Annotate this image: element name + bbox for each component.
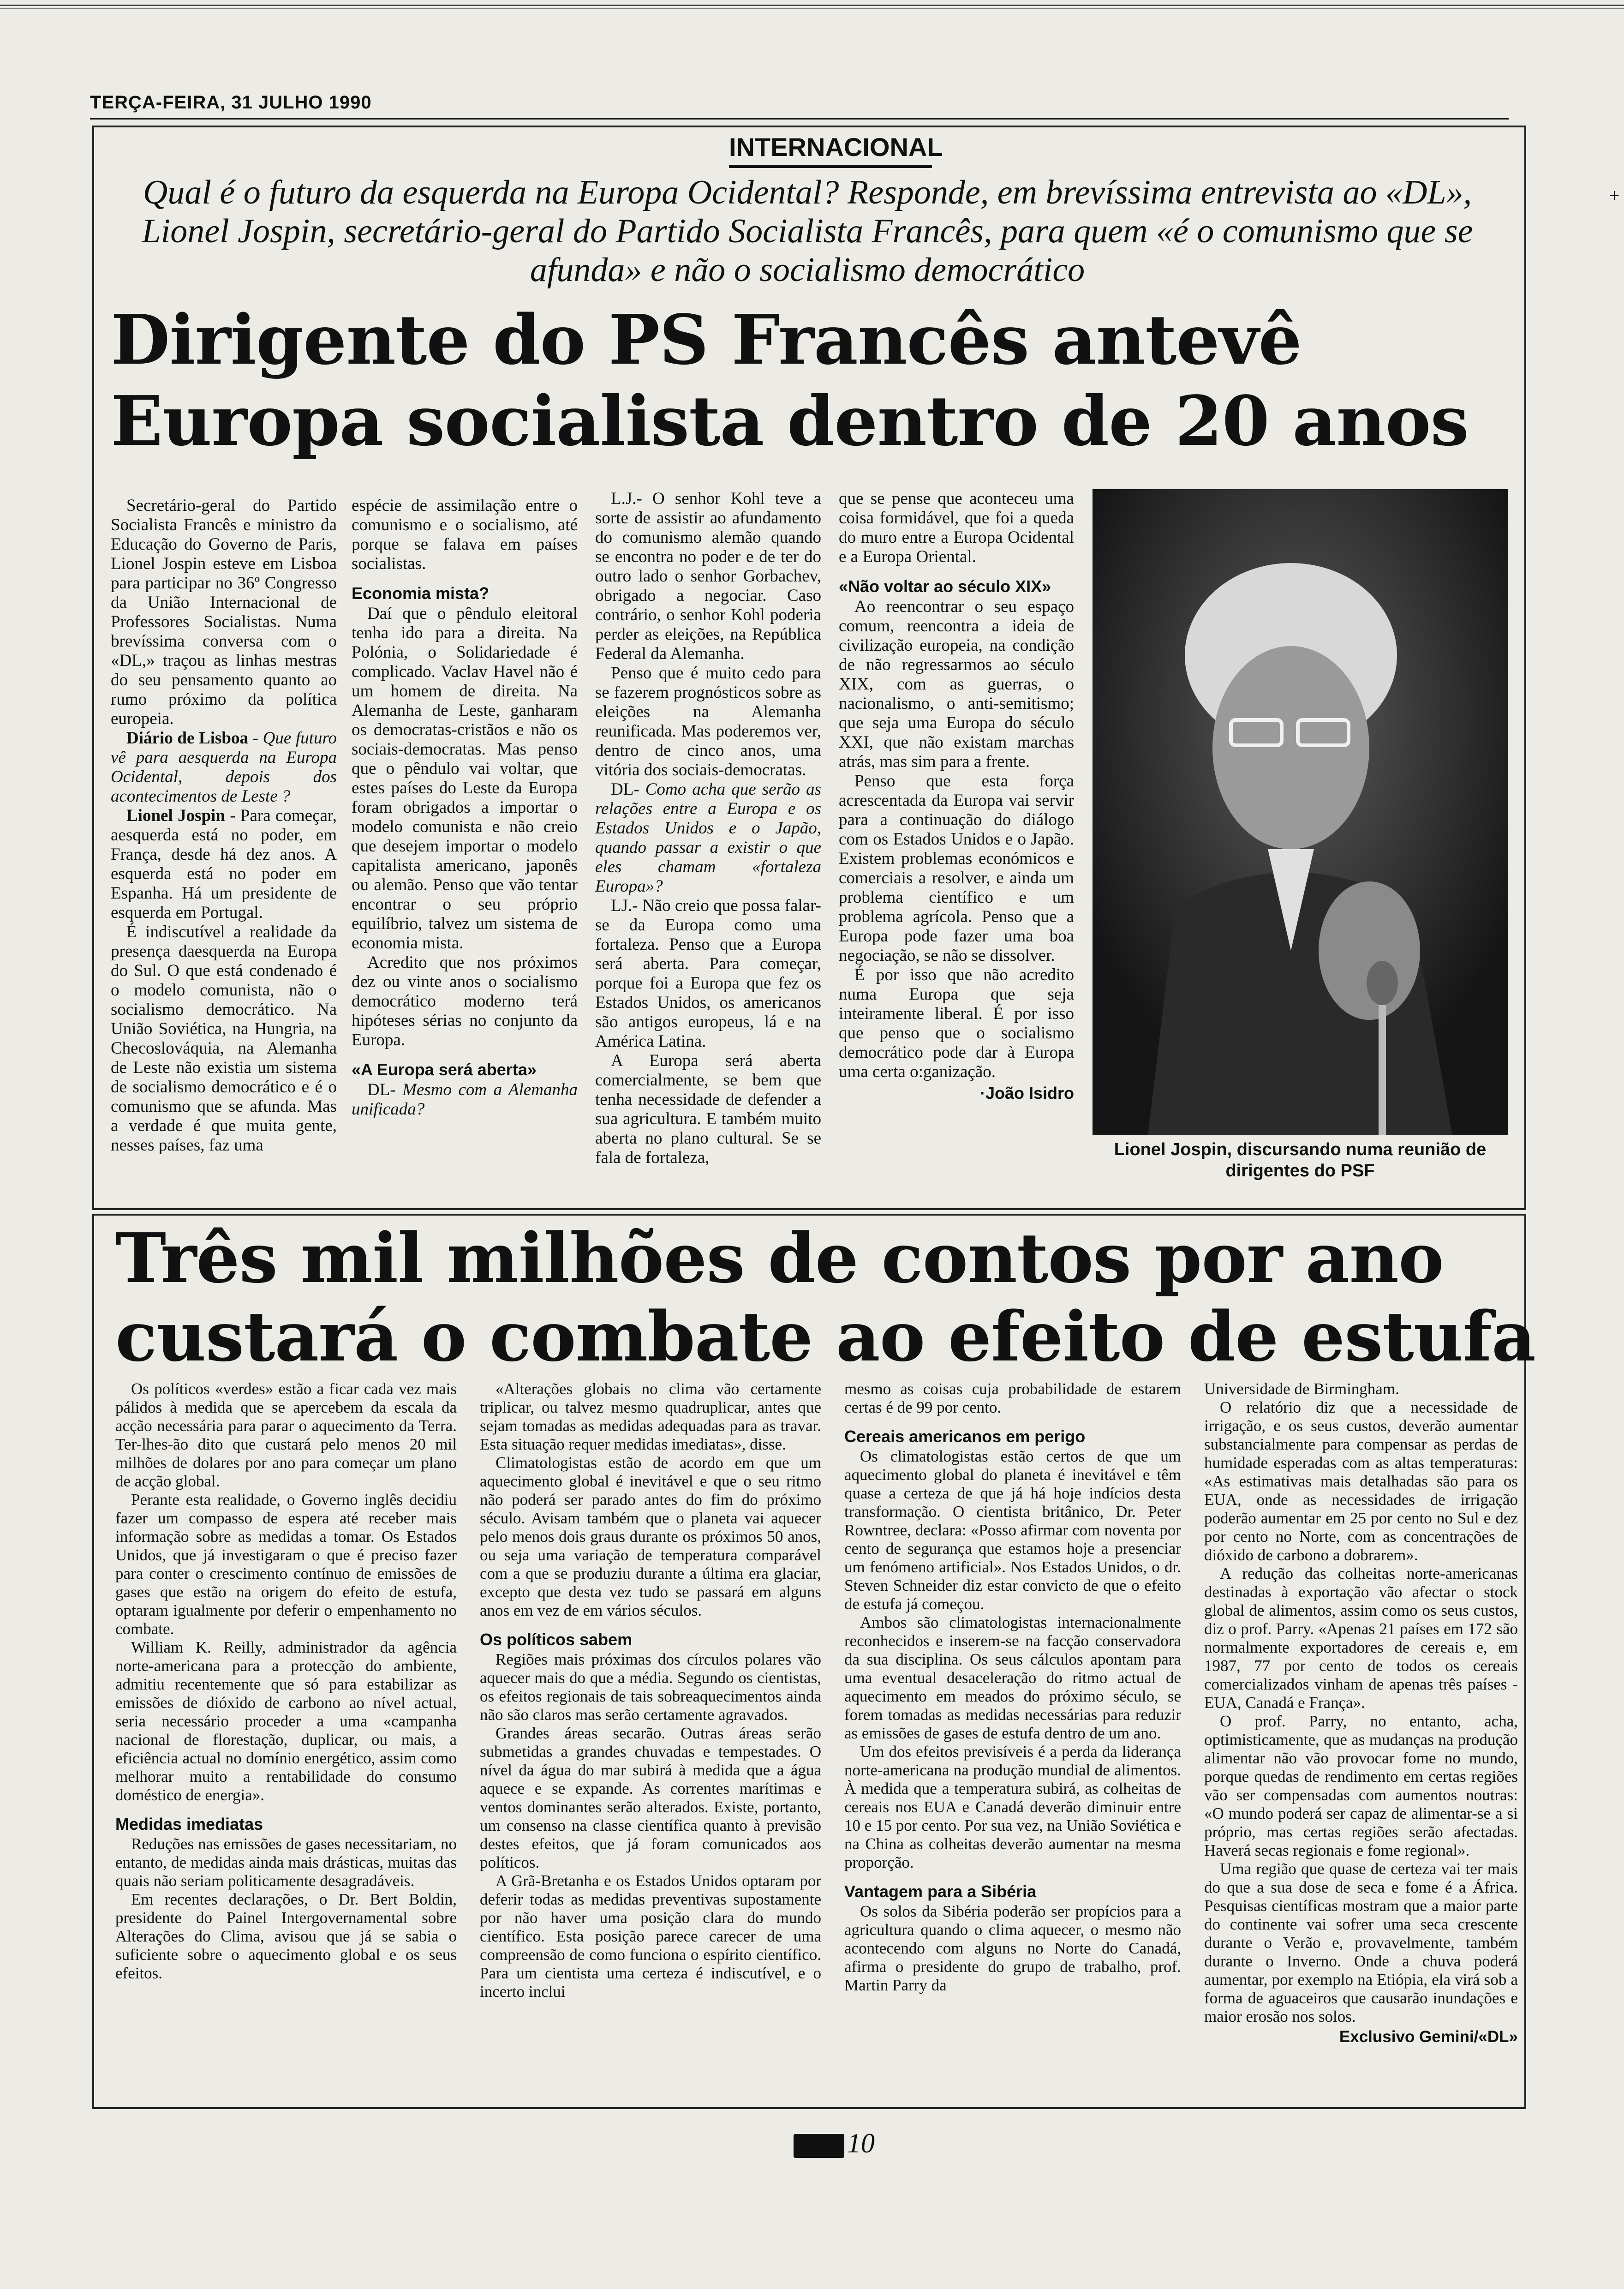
question-text: Que futuro vê para aesquerda na Europa Ocidental, depois dos acontecimentos de Leste ? <box>111 729 337 806</box>
answer-text: - Para começar, aesquerda está no poder, em França, desde há dez anos. A esquerda está no poder em Espanha. Há um presidente de esquerda em Portugal. <box>111 806 337 922</box>
subheading: Cereais americanos em perigo <box>844 1427 1086 1446</box>
paragraph: A redução das colheitas norte-americanas destinadas à exportação vão afectar o stock global de alimentos, assim como os seus custos, diz o prof. Parry. «Apenas 21 países em 172 são normalmente exportadores de cereais e, em 1987, 77 por cento de todos os cereais comercializados vinham de apenas três países - EUA, Canadá e França». <box>1204 1564 1518 1712</box>
paragraph: L.J.- O senhor Kohl teve a sorte de assistir ao afundamento do comunismo alemão quando se encontra no poder e de ter do outro lado o senhor Gorbachev, obrigado a negociar. Caso contrário, o senhor Kohl poderia perder as eleições, na República Federal da Alemanha. <box>595 489 821 663</box>
dl-logo-icon <box>794 2134 844 2158</box>
paragraph: Regiões mais próximas dos círculos polares vão aquecer mais do que a média. Segundo os cientistas, os efeitos regionais de tais sobreaquecimentos ainda não são claros mas serão certamente agravados. <box>480 1650 821 1724</box>
paragraph: A Europa será aberta comercialmente, se bem que tenha necessidade de defender a sua agricultura. E também muito aberta no plano cultural. Se se fala de fortaleza, <box>595 1051 821 1167</box>
paragraph: Penso que esta força acrescentada da Europa vai servir para a continuação do diálogo com os Estados Unidos e o Japão. Existem problemas económicos e comerciais a resolver, e ainda um problema científico e um problema agrícola. Penso que a Europa pode fazer uma boa negociação, se não se dissolver. <box>839 772 1074 965</box>
subheading: Os políticos sabem <box>480 1630 633 1649</box>
question-speaker: Diário de Lisboa - <box>126 729 263 748</box>
paragraph: Grandes áreas secarão. Outras áreas serão submetidas a grandes chuvadas e tempestades. O nível da água do mar subirá à medida que a água aquece e se expande. As correntes marítimas e ventos dominantes serão alterados. Existe, portanto, um consenso na classe científica quanto à previsão destes efeitos, que já foram comunicados aos políticos. <box>480 1724 821 1871</box>
paragraph: O prof. Parry, no entanto, acha, optimisticamente, que as mudanças na produção alimentar não vão provocar fome no mundo, porque quedas de rendimento em certas regiões vão ser compensadas com aumentos noutras: «O mundo poderá ser capaz de alimentar-se a si próprio, mas certas regiões serão afectadas. Haverá secas regionais e fome regional». <box>1204 1712 1518 1859</box>
paragraph: William K. Reilly, administrador da agência norte-americana para a protecção do ambiente, admitiu recentemente que só para estabilizar as emissões de dióxido de carbono ao nível actual, seria necessário proceder a uma «campanha nacional de florestação, duplicar, ou mais, a eficiência actual no domínio energético, assim como melhorar muito a rentabilidade do consumo doméstico de energia». <box>115 1638 457 1804</box>
subheading: Vantagem para a Sibéria <box>844 1882 1037 1901</box>
subheading: Medidas imediatas <box>115 1815 263 1834</box>
question <box>111 729 337 806</box>
page-number: 10 <box>847 2128 875 2158</box>
byline: ·João Isidro <box>979 1084 1074 1103</box>
article1-lede: Qual é o futuro da esquerda na Europa Ocidental? Responde, em brevíssima entrevista ao «DL», Lionel Jospin, secretário-geral do Partido Socialista Francês, para quem «é o comunismo que se afunda» e não o socialismo democrático <box>142 174 1473 289</box>
subheading: «Não voltar ao século XIX» <box>839 577 1051 596</box>
paragraph: Penso que é muito cedo para se fazerem prognósticos sobre as eleições na Alemanha reunificada. Mas poderemos ver, dentro de cinco anos, uma vitória dos sociais-democratas. <box>595 664 821 779</box>
article1-column-4 <box>839 489 1074 1103</box>
portrait-illustration <box>1093 489 1508 1135</box>
paragraph: Perante esta realidade, o Governo inglês decidiu fazer um compasso de espera até receber mais informação sobre as medidas a tomar. Os Estados Unidos, que já investigaram o que é preciso fazer para conter o crescimento contínuo de emissões de gases que estão na origem do efeito de estufa, optaram igualmente por deferir o empenhamento no combate. <box>115 1491 457 1638</box>
article2-column-4 <box>1204 1380 1518 2046</box>
top-border-rule <box>0 5 1624 9</box>
paragraph: Daí que o pêndulo eleitoral tenha ido para a direita. Na Polónia, o Solidariedade é complicado. Vaclav Havel não é um homem de direita. Na Alemanha de Leste, ganharam os democratas-cristãos e não os sociais-democratas. Mas penso que o pêndulo vai voltar, que estes países do Leste da Europa foram obrigados a importar o modelo comunista e não creio que desejem importar o modelo capitalista americano, japonês ou alemão. Penso que vão tentar encontrar o seu próprio equilíbrio, talvez um sistema de economia mista. <box>352 604 578 953</box>
paragraph: O relatório diz que a necessidade de irrigação, e os seus custos, deverão aumentar substancialmente para compensar as perdas de humidade esperadas com as altas temperaturas: «As estimativas mais detalhadas são para os EUA, onde as necessidades de irrigação poderão aumentar em 25 por cento no Sul e dez por cento no Norte, com as concentrações de dióxido de carbono a dobrarem». <box>1204 1398 1518 1564</box>
paragraph: Universidade de Birmingham. <box>1204 1380 1399 1398</box>
article2-column-3 <box>844 1380 1181 1995</box>
article1-column-3 <box>595 489 821 1168</box>
article1-headline-line1: Dirigente do PS Francês antevê <box>111 300 1302 380</box>
article1-column-2 <box>352 496 578 1119</box>
photo-lionel-jospin <box>1093 489 1508 1135</box>
answer-speaker: Lionel Jospin <box>126 806 225 825</box>
paragraph: Uma região que quase de certeza vai ter mais do que a sua dose de seca e fome é a África. Pesquisas científicas mostram que a maior parte do continente vai sofrer uma seca crescente durante o Verão e, provavelmente, também durante o Inverno. Onde a chuva poderá aumentar, por exemplo na Etiópia, ela virá sob a forma de aguaceiros que causarão inundações e maior erosão nos solos. <box>1204 1860 1518 2025</box>
paragraph: Os políticos «verdes» estão a ficar cada vez mais pálidos à medida que se apercebem da escala da acção necessária para parar o aquecimento da Terra. Ter-lhes-ão dito que custará pelo menos 20 mil milhões de dolares por ano para começar um plano de acção global. <box>115 1380 457 1490</box>
margin-mark: + <box>1609 185 1620 206</box>
page-folio <box>794 2127 875 2159</box>
paragraph: Climatologistas estão de acordo em que um aquecimento global é inevitável e que o seu ritmo não poderá ser parado antes do fim do próximo século. Avisam também que o planeta vai aquecer pelo menos dois graus durante os próximos 50 anos, ou seja uma variação de temperatura comparável com a que se produziu durante a última era glaciar, excepto que desta vez tudo se passará em alguns anos em vez de em vários séculos. <box>480 1454 821 1619</box>
signature: Exclusivo Gemini/«DL» <box>1339 2028 1518 2046</box>
paragraph: Os solos da Sibéria poderão ser propícios para a agricultura quando o clima aquecer, o mesmo não acontecendo com alguns no Norte do Canadá, afirma o presidente do grupo de trabalho, prof. Martin Parry da <box>844 1902 1181 1994</box>
paragraph: espécie de assimilação entre o comunismo e o socialismo, até porque se falava em países socialistas. <box>352 496 578 573</box>
paragraph: Ao reencontrar o seu espaço comum, reencontra a ideia de civilização europeia, na condição de não regressarmos ao século XIX, com as guerras, o nacionalismo, o anti-semitismo; que seja uma Europa do século XXI, que não existam marchas atrás, mas sim para a frente. <box>839 597 1074 771</box>
paragraph: Ambos são climatologistas internacionalmente reconhecidos e inserem-se na facção conservadora da sua disciplina. Os seus cálculos apontam para uma eventual desaceleração do ritmo actual de aquecimento em meados do próximo século, se forem tomadas as medidas necessárias para reduzir as emissões de gases de estufa dentro de um ano. <box>844 1613 1181 1742</box>
question-text: Mesmo com a Alemanha unificada? <box>352 1080 578 1119</box>
paragraph: Os climatologistas estão certos de que um aquecimento global do planeta é inevitável e têm quase a certeza de que já há hoje indícios desta transformação. O cientista britânico, Dr. Peter Rowntree, declara: «Posso afirmar com noventa por cento de segurança que estamos hoje a presenciar um fenómeno artificial». Nos Estados Unidos, o dr. Steven Schneider diz estar convicto de que o efeito de estufa já começou. <box>844 1447 1181 1613</box>
paragraph: A Grã-Bretanha e os Estados Unidos optaram por deferir todas as medidas preventivas supostamente por não haver uma posição clara do mundo científico. Esta posição parece carecer de uma compreensão de como funciona o espírito científico. Para um cientista uma certeza é indiscutível, e o incerto inclui <box>480 1872 821 2001</box>
question-speaker: DL- <box>611 780 645 799</box>
section-label: INTERNACIONAL <box>729 132 932 168</box>
article1-headline-line2: Europa socialista dentro de 20 anos <box>111 381 1469 461</box>
paragraph: Reduções nas emissões de gases necessitariam, no entanto, de medidas ainda mais drásticas, muitas das quais não seriam politicamente desagradáveis. <box>115 1835 457 1890</box>
dateline: TERÇA-FEIRA, 31 JULHO 1990 <box>90 92 372 113</box>
paragraph: Acredito que nos próximos dez ou vinte anos o socialismo democrático moderno terá hipóteses sérias no conjunto da Europa. <box>352 953 578 1049</box>
subheading: «A Europa será aberta» <box>352 1060 537 1079</box>
article2-headline-line1: Três mil milhões de contos por ano <box>115 1218 1444 1298</box>
dateline-rule <box>90 118 1509 120</box>
article2-column-1 <box>115 1380 457 1983</box>
article1-column-1 <box>111 496 337 1155</box>
article2-column-2 <box>480 1380 821 2001</box>
paragraph: Em recentes declarações, o Dr. Bert Boldin, presidente do Painel Intergovernamental sobre Alterações do Clima, avisou que já se sabia o suficiente sobre o aquecimento global e os seus efeitos. <box>115 1890 457 1982</box>
paragraph: É por isso que não acredito numa Europa que seja inteiramente liberal. É por isso que penso que o socialismo democrático pode dar à Europa uma certa o:ganização. <box>839 965 1074 1081</box>
article2-headline-line2: custará o combate ao efeito de estufa <box>115 1296 1535 1377</box>
paragraph: Um dos efeitos previsíveis é a perda da liderança norte-americana na produção mundial de alimentos. À medida que a temperatura subirá, as colheitas de cereais nos EUA e Canadá deverão diminuir entre 10 e 15 por cento. Por sua vez, na União Soviética e na China as colheitas deverão aumentar na mesma proporção. <box>844 1743 1181 1871</box>
question-text: Como acha que serão as relações entre a Europa e os Estados Unidos e o Japão, quando passar a existir o que eles chamam «fortaleza Europa»? <box>595 780 821 896</box>
question <box>352 1080 578 1119</box>
paragraph: Secretário-geral do Partido Socialista Francês e ministro da Educação do Governo de Paris, Lionel Jospin esteve em Lisboa para participar no 36º Congresso da União Internacional de Professores Socialistas. Numa brevíssima conversa com o «DL,» traçou as linhas mestras do seu pensamento quanto ao rumo próximo da política europeia. <box>111 496 337 728</box>
paragraph: «Alterações globais no clima vão certamente triplicar, ou talvez mesmo quadruplicar, antes que sejam tomadas as medidas adequadas para as travar. Esta situação requer medidas imediatas», disse. <box>480 1380 821 1453</box>
subheading: Economia mista? <box>352 584 490 603</box>
answer <box>111 806 337 923</box>
question-speaker: DL- <box>367 1080 403 1099</box>
paragraph: LJ.- Não creio que possa falar-se da Europa como uma fortaleza. Penso que a Europa será aberta. Para começar, porque foi a Europa que fez os Estados Unidos, os americanos são antigos europeus, lá e na América Latina. <box>595 896 821 1051</box>
question <box>595 780 821 896</box>
paragraph: É indiscutível a realidade da presença daesquerda na Europa do Sul. O que está condenado é o modelo comunista, não o socialismo democrático. Na União Soviética, na Hungria, na Checoslováquia, na Alemanha de Leste não existia um sistema de socialismo democrático e é o comunismo que se afunda. Mas a verdade é que muita gente, nesses países, faz uma <box>111 923 337 1155</box>
photo-caption: Lionel Jospin, discursando numa reunião de dirigentes do PSF <box>1114 1140 1487 1180</box>
paragraph: mesmo as coisas cuja probabilidade de estarem certas é de 99 por cento. <box>844 1380 1181 1416</box>
paragraph: que se pense que aconteceu uma coisa formidável, que foi a queda do muro entre a Europa Ocidental e a Europa Oriental. <box>839 489 1074 566</box>
